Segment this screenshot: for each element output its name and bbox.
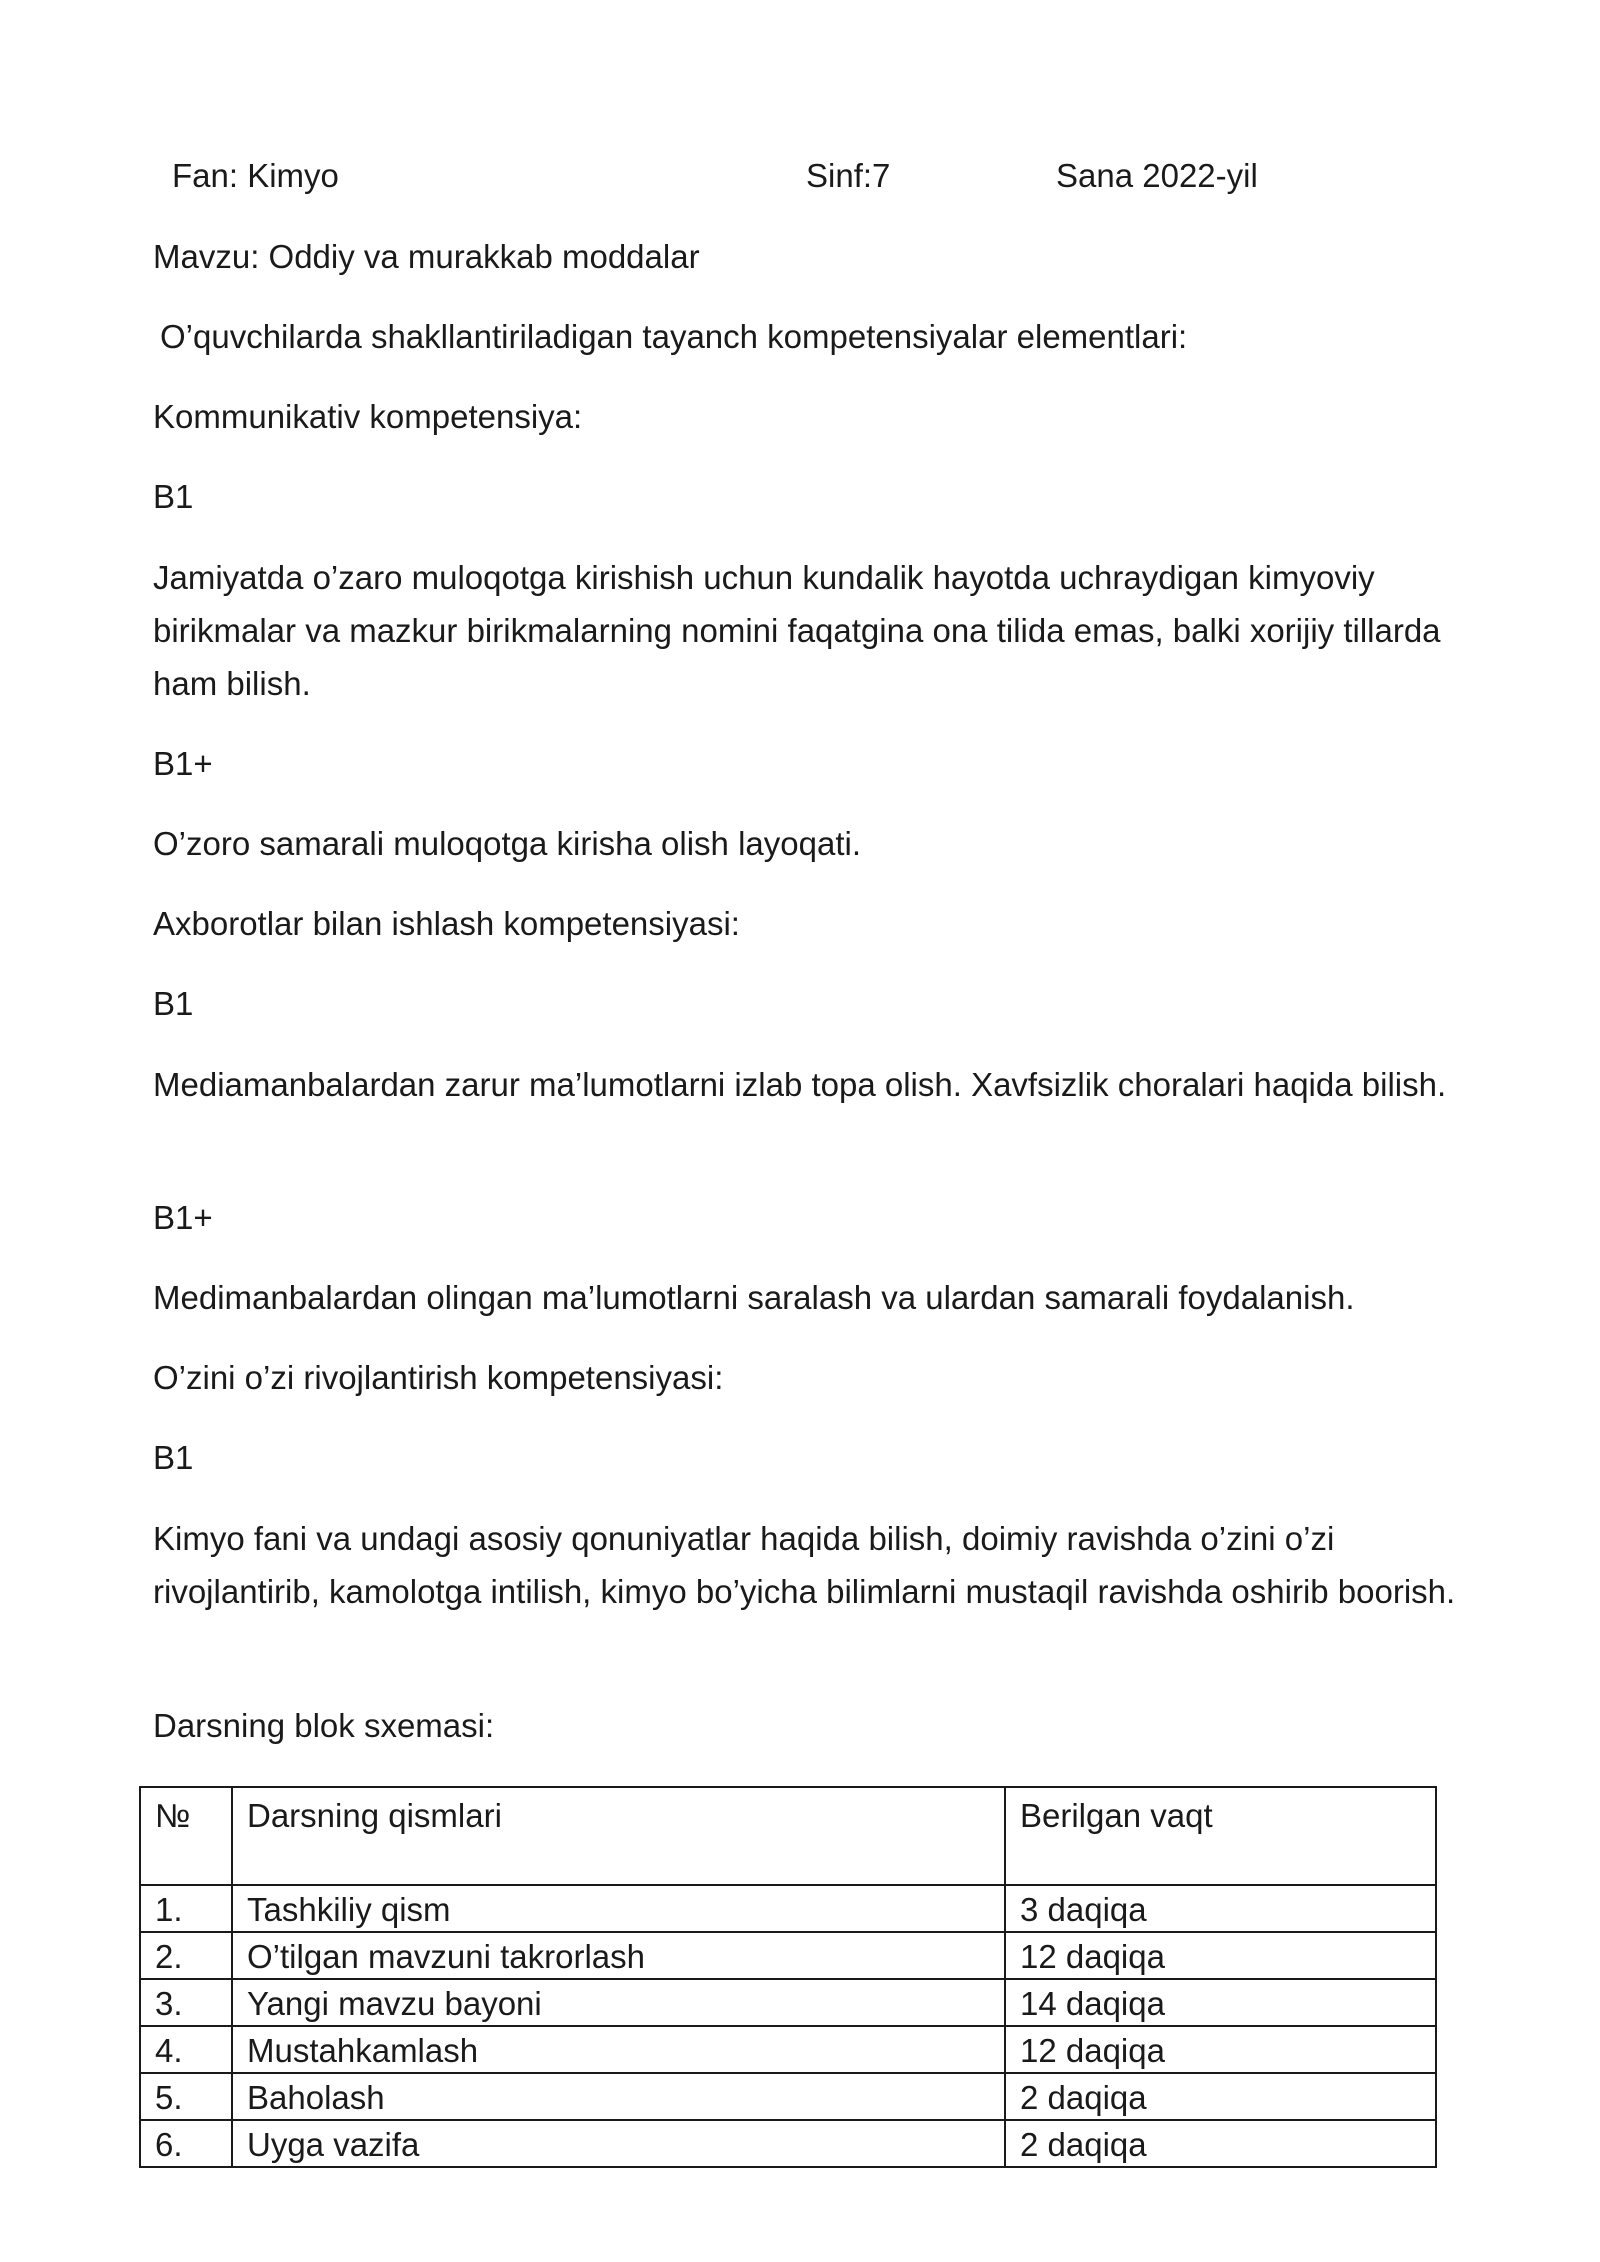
information-b1-text: Mediamanbalardan zarur ma’lumotlarni izlab topa olish. Xavfsizlik choralari haqida bilish.: [153, 1066, 1447, 1103]
row-time: 3 daqiqa: [1005, 1885, 1436, 1932]
table-row: [140, 1979, 1436, 2026]
information-heading: Axborotlar bilan ishlash kompetensiyasi:: [153, 905, 740, 942]
row-time: 2 daqiqa: [1005, 2073, 1436, 2120]
row-time: 2 daqiqa: [1005, 2120, 1436, 2167]
row-time: 14 daqiqa: [1005, 1979, 1436, 2026]
table-header-row: [140, 1787, 1436, 1885]
communicative-b1-text: Jamiyatda o’zaro muloqotga kirishish uchun kundalik hayotda uchraydigan kimyoviy birikmalar va mazkur birikmalarning nomini faqatgina ona tilida emas, balki xorijiy tillarda ham bilish.: [153, 559, 1441, 702]
column-header-number: №: [140, 1787, 232, 1885]
communicative-level-b1plus: B1+: [153, 745, 213, 782]
date-label: Sana 2022-yil: [1056, 157, 1258, 194]
row-number: 2.: [140, 1932, 232, 1979]
information-level-b1: B1: [153, 985, 194, 1022]
communicative-heading: Kommunikativ kompetensiya:: [153, 398, 583, 435]
information-level-b1plus: B1+: [153, 1199, 213, 1236]
grade-label: Sinf:7: [806, 157, 891, 194]
information-b1plus-text: Medimanbalardan olingan ma’lumotlarni saralash va ulardan samarali foydalanish.: [153, 1279, 1355, 1316]
table-row: [140, 2073, 1436, 2120]
table-row: [140, 2120, 1436, 2167]
row-part: Tashkiliy qism: [232, 1885, 1005, 1932]
row-part: Yangi mavzu bayoni: [232, 1979, 1005, 2026]
blok-heading: Darsning blok sxemasi:: [153, 1707, 495, 1744]
row-number: 3.: [140, 1979, 232, 2026]
row-number: 1.: [140, 1885, 232, 1932]
table-row: [140, 1885, 1436, 1932]
selfdev-b1-text: Kimyo fani va undagi asosiy qonuniyatlar haqida bilish, doimiy ravishda o’zini o’zi rivojlantirib, kamolotga intilish, kimyo bo’yicha bilimlarni mustaqil ravishda oshirib boorish.: [153, 1520, 1456, 1610]
table-row: [140, 1932, 1436, 1979]
row-number: 4.: [140, 2026, 232, 2073]
column-header-part: Darsning qismlari: [232, 1787, 1005, 1885]
selfdev-heading: O’zini o’zi rivojlantirish kompetensiyasi:: [153, 1359, 724, 1396]
competencies-intro: O’quvchilarda shakllantiriladigan tayanch kompetensiyalar elementlari:: [160, 318, 1188, 355]
row-number: 5.: [140, 2073, 232, 2120]
row-part: Uyga vazifa: [232, 2120, 1005, 2167]
selfdev-level-b1: B1: [153, 1439, 194, 1476]
column-header-time: Berilgan vaqt: [1005, 1787, 1436, 1885]
row-part: Mustahkamlash: [232, 2026, 1005, 2073]
table-row: [140, 2026, 1436, 2073]
row-part: Baholash: [232, 2073, 1005, 2120]
topic-line: Mavzu: Oddiy va murakkab moddalar: [153, 238, 700, 275]
communicative-b1plus-text: O’zoro samarali muloqotga kirisha olish layoqati.: [153, 825, 861, 862]
subject-label: Fan: Kimyo: [172, 157, 339, 194]
row-time: 12 daqiqa: [1005, 1932, 1436, 1979]
row-part: O’tilgan mavzuni takrorlash: [232, 1932, 1005, 1979]
row-time: 12 daqiqa: [1005, 2026, 1436, 2073]
lesson-block-table: [139, 1786, 1437, 2168]
row-number: 6.: [140, 2120, 232, 2167]
communicative-level-b1: B1: [153, 478, 194, 515]
